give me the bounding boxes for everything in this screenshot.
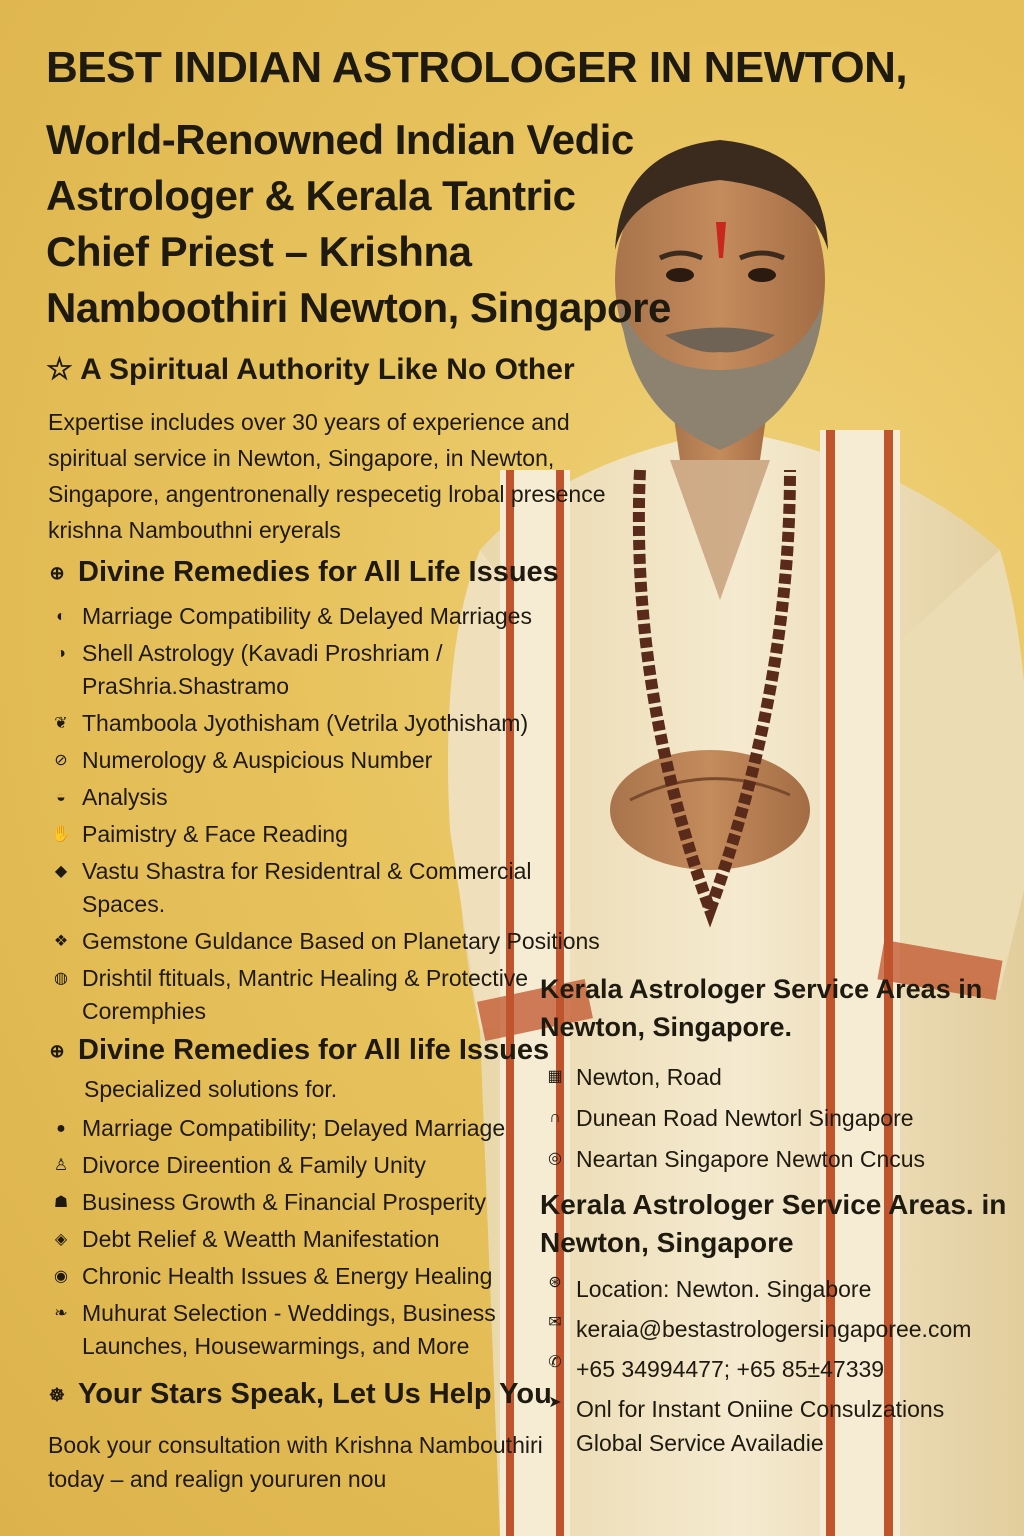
list-item	[46, 707, 606, 740]
list-item-text: Divorce Direention & Family Unity	[82, 1152, 426, 1178]
list-item	[46, 818, 606, 851]
stars-title: Your Stars Speak, Let Us Help You	[78, 1378, 552, 1410]
building-icon: ▦	[547, 1068, 563, 1085]
phone-icon: ✆	[548, 1354, 562, 1371]
list-item-text: Gemstone Guldance Based on Planetary Positions	[82, 928, 600, 954]
list-item-text: Analysis	[82, 784, 168, 810]
list-item-text: Marriage Compatibility; Delayed Marriage	[82, 1115, 506, 1141]
health-icon: ◉	[54, 1268, 68, 1285]
bullet-icon: ◑	[56, 645, 66, 662]
bullet-icon: ◐	[56, 608, 66, 625]
list-item-text: Vastu Shastra for Residentral & Commercial Spaces.	[82, 858, 532, 917]
contact-online	[540, 1392, 1020, 1460]
remedies-title: Divine Remedies for All Life Issues	[78, 556, 559, 588]
intro-paragraph: Expertise includes over 30 years of experience and spiritual service in Newton, Singapore, in Newton, Singapore, angentronenally respecetig lrobal presence krishna Nambouthni eryerals	[48, 409, 606, 543]
email-icon: ✉	[548, 1314, 562, 1331]
list-item	[46, 637, 606, 703]
bullet-icon: ◍	[54, 970, 68, 987]
list-item	[540, 1099, 1010, 1137]
list-item-text: Thamboola Jyothisham (Vetrila Jyothisham)	[82, 710, 529, 736]
remedies-title-2: Divine Remedies for All life Issues	[78, 1034, 550, 1066]
online-line: Onl for Instant Oniine Consulzations	[576, 1396, 945, 1422]
list-item-text: Business Growth & Financial Prosperity	[82, 1189, 486, 1215]
meditation-icon: ☸	[48, 1384, 66, 1405]
location-text: Location: Newton. Singabore	[576, 1276, 872, 1302]
calendar-icon: ❧	[54, 1305, 68, 1322]
arch-icon: ∩	[549, 1109, 561, 1126]
globe-icon: ⊕	[49, 1040, 65, 1061]
hand-icon: ✋	[51, 826, 71, 843]
location-icon: ⊛	[548, 1274, 562, 1291]
globe-icon: ◎	[548, 1150, 562, 1167]
star-icon: ☆	[46, 353, 73, 386]
bullet-icon: ◒	[56, 789, 66, 806]
headline: BEST INDIAN ASTROLOGER IN NEWTON,	[46, 43, 908, 92]
contact-location	[540, 1272, 1020, 1306]
list-item	[46, 1223, 606, 1256]
list-item-text: Paimistry & Face Reading	[82, 821, 348, 847]
contact-email[interactable]	[540, 1312, 1020, 1346]
authority-text: A Spiritual Authority Like No Other	[80, 353, 575, 386]
call-to-action: Book your consultation with Krishna Nambouthiri today – and realign youгuren nou	[48, 1432, 543, 1492]
list-item	[46, 744, 606, 777]
list-item-text: Numerology & Auspicious Number	[82, 747, 433, 773]
list-item-text: Shell Astrology (Kavadi Proshriam / PraShria.Shastramo	[82, 640, 443, 699]
clasped-hands	[610, 750, 810, 870]
gem-icon: ❖	[53, 933, 69, 950]
stars-heading	[46, 1378, 552, 1411]
remedies-subtitle: Specialized solutions for.	[84, 1076, 338, 1102]
leaf-icon: ❦	[54, 715, 68, 732]
globe-icon: ⊕	[49, 562, 65, 583]
authority-heading	[46, 352, 575, 387]
list-item-text: Dunean Road Newtorl Singapore	[576, 1105, 914, 1131]
list-item-text: Debt Relief & Weatth Manifestation	[82, 1226, 440, 1252]
list-item	[46, 1260, 606, 1293]
numerology-icon: ⊘	[54, 752, 68, 769]
global-line: Global Service Availadie	[576, 1430, 824, 1456]
list-item	[46, 600, 606, 633]
list-item	[46, 781, 606, 814]
email-text[interactable]: keraia@bestastrologersingaporee.com	[576, 1316, 972, 1342]
phone-text[interactable]: +65 34994477; +65 85±47339	[576, 1356, 885, 1382]
contact-phone[interactable]	[540, 1352, 1020, 1386]
list-item	[540, 1058, 1010, 1096]
list-item-text: Muhurat Selection - Weddings, Business Launches, Housewarmings, and More	[82, 1300, 496, 1359]
service-areas-title-2: Kerala Astrologer Service Areas. in Newton, Singapore	[540, 1189, 1007, 1258]
solutions-list	[46, 1112, 606, 1367]
wealth-icon: ◈	[54, 1231, 68, 1248]
list-item-text: Newton, Road	[576, 1064, 722, 1090]
remedies-heading	[46, 556, 559, 589]
family-icon: ♙	[53, 1157, 69, 1174]
list-item	[46, 1297, 606, 1363]
list-item	[540, 1140, 1010, 1178]
contact-list	[540, 1272, 1020, 1466]
remedies-list	[46, 600, 606, 1032]
list-item-text: Neartan Singapore Newton Cncus	[576, 1146, 926, 1172]
list-item	[46, 925, 606, 958]
list-item-text: Chronic Health Issues & Energy Healing	[82, 1263, 493, 1289]
list-item	[46, 962, 606, 1028]
list-item	[46, 1149, 606, 1182]
list-item	[46, 1112, 606, 1145]
list-item-text: Drishtil ftituals, Mantric Healing & Protective Coremphies	[82, 965, 529, 1024]
diamond-icon: ◆	[54, 863, 68, 880]
list-item	[46, 1186, 606, 1219]
list-item	[46, 855, 606, 921]
service-areas-title: Kerala Astrologer Service Areas in Newton, Singapore.	[540, 974, 983, 1042]
arrow-icon: ➤	[548, 1394, 562, 1411]
business-icon: ☗	[53, 1194, 69, 1211]
service-areas-list	[540, 1058, 1010, 1181]
remedies-heading-2	[46, 1034, 549, 1067]
dot-icon: ●	[56, 1120, 66, 1137]
online-text	[576, 1392, 944, 1460]
subheadline: World-Renowned Indian Vedic Astrologer & Kerala Tantric Chief Priest – Krishna Namboothiri Newton, Singapore	[46, 116, 671, 331]
list-item-text: Marriage Compatibility & Delayed Marriages	[82, 603, 532, 629]
